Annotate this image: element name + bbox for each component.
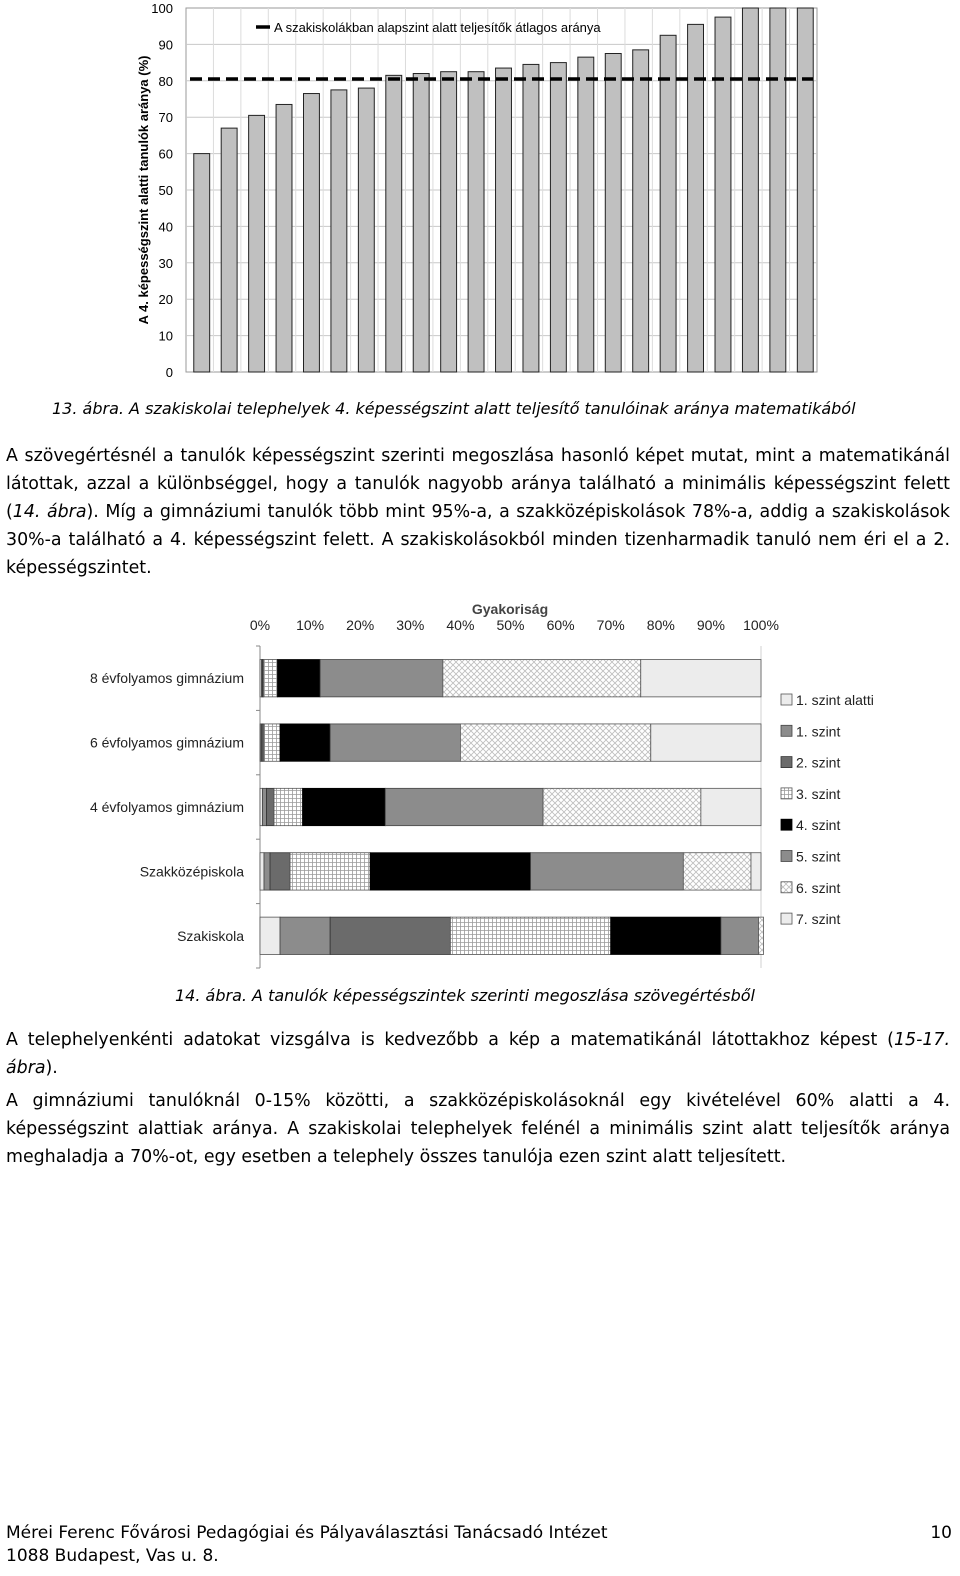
chart2-bar-segment (751, 853, 761, 890)
paragraph-3: A gimnáziumi tanulóknál 0-15% közötti, a szakközépiskolásoknál egy kivételével 60% alatti a 4. képességszint alattiak aránya. A szakiskolai telephelyek felénél a minimális szint alatt teljesítők aránya meghaladja a 70%-ot, egy esetben a telephely összes tanulója ezen szint alatt teljesített. (6, 1091, 950, 1167)
chart1-bar (221, 128, 237, 372)
chart2-legend-label: 1. szint (796, 723, 841, 740)
chart1-y-axis-label: A 4. képességszint alatti tanulók aránya (%) (136, 55, 151, 325)
chart1-y-ticks (151, 1, 173, 380)
chart2-x-tick-label: 80% (646, 617, 675, 633)
chart2-bar-segment (303, 788, 386, 825)
chart1-bar (358, 88, 374, 372)
chart2-legend-label: 4. szint (796, 817, 841, 834)
chart2-x-tick-label: 40% (446, 617, 475, 633)
chart1-y-tick-label: 20 (158, 292, 173, 308)
chart2-category-labels (90, 670, 244, 944)
chart2-bar-segment (290, 853, 370, 890)
chart2-category-label: Szakiskola (177, 927, 244, 944)
chart2-bar-segment (443, 660, 641, 697)
chart2-bar-segment (278, 660, 321, 697)
paragraph-2-rest: ). (45, 1058, 58, 1078)
chart2-x-tick-label: 90% (696, 617, 725, 633)
chart2-x-tick-label: 20% (346, 617, 375, 633)
chart1-y-tick-label: 10 (158, 328, 173, 344)
paragraph-1-rest: ). Míg a gimnáziumi tanulók több mint 95%-a, a szakközépiskolások 78%-a, addig a szakiskolások 30%-a található a 4. képességszint felett. A szakiskolásokból minden tizenharmadik tanuló nem éri el a 2. képességszintet. (6, 502, 950, 578)
paragraph-1-figure-ref: 14. ábra (12, 502, 87, 522)
chart2-bar-segment (264, 660, 278, 697)
chart2-bar-segment (651, 724, 761, 761)
chart2-legend-swatch (781, 788, 792, 799)
chart2-bar-segment (267, 788, 275, 825)
chart1-y-tick-label: 90 (158, 37, 173, 53)
chart1-bar (797, 8, 813, 372)
chart1-y-tick-label: 30 (158, 255, 173, 271)
chart2-legend-label: 2. szint (796, 754, 841, 771)
chart1-bar (304, 94, 320, 372)
chart2-x-tick-label: 60% (546, 617, 575, 633)
chart1-bar (496, 68, 512, 372)
chart2-x-tick-label: 70% (596, 617, 625, 633)
chart1-legend-label: A szakiskolákban alapszint alatt teljesítők átlagos aránya (274, 20, 601, 35)
chart1-bar (688, 24, 704, 372)
chart2-legend-swatch (781, 851, 792, 862)
chart2-category-label: Szakközépiskola (139, 863, 244, 880)
chart1-y-tick-label: 50 (158, 183, 173, 198)
chart1-bar (386, 75, 402, 372)
chart1-bar (550, 63, 566, 372)
footer-address: 1088 Budapest, Vas u. 8. (6, 1546, 219, 1566)
chart2-bar-segment (260, 853, 264, 890)
chart2-category-label: 4 évfolyamos gimnázium (89, 799, 244, 815)
chart2-bar-segment (543, 788, 701, 825)
chart2-legend-swatch (781, 757, 792, 768)
chart1-bar (276, 104, 292, 372)
chart2-bar-segment (260, 917, 280, 954)
chart1-bar (660, 35, 676, 372)
chart2-bar-segment (531, 853, 684, 890)
chart2-bar-segment (758, 917, 763, 954)
chart2-bar-segment (460, 724, 650, 761)
chart1-legend (256, 20, 601, 35)
chart2-bar-segment (264, 853, 270, 890)
chart1-y-tick-label: 80 (158, 73, 173, 89)
chart2-legend-label: 1. szint alatti (796, 692, 874, 708)
chart2-category-label: 6 évfolyamos gimnázium (89, 734, 244, 751)
chart2-x-tick-label: 50% (496, 617, 525, 633)
chart2-legend-label: 7. szint (796, 911, 841, 928)
paragraph-2 (6, 1026, 950, 1082)
chart2-bar-segment (280, 917, 330, 954)
chart2-legend-swatch (781, 882, 792, 893)
paragraph-1-text: A szövegértésnél a tanulók képességszint szerinti megoszlása hasonló képet mutat, mint a matematikánál látottak, azzal a különbséggel, hogy a tanulók nagyobb aránya található a minimális képességszint felett ( (6, 446, 950, 522)
footer-page-number: 10 (930, 1523, 952, 1543)
chart2-bar-segment (701, 788, 761, 825)
chart2-bar-segment (264, 724, 280, 761)
chart2-bar-segment (270, 853, 290, 890)
chart1-bar (468, 72, 484, 372)
chart1-y-tick-label: 100 (151, 1, 173, 16)
chart2-bar-segment (330, 724, 460, 761)
chart1-bar (194, 154, 210, 372)
chart2-category-label: 8 évfolyamos gimnázium (89, 670, 244, 687)
chart2-bar-segment (641, 660, 761, 697)
chart2-bar-segment (330, 917, 450, 954)
chart2-title: Gyakoriság (471, 601, 549, 617)
chart1-bar (605, 54, 621, 373)
chart2-legend-label: 6. szint (796, 879, 841, 896)
chart2-legend-swatch (781, 913, 792, 924)
chart-school-sites (0, 0, 960, 395)
chart2-bar-segment (274, 788, 303, 825)
chart2-bar-segment (320, 660, 443, 697)
chart2-legend-swatch (781, 694, 792, 705)
chart1-bar (633, 50, 649, 372)
chart1-bar (331, 90, 347, 372)
chart2-legend-swatch (781, 819, 792, 830)
chart1-bar (413, 74, 429, 372)
chart2-legend-swatch (781, 725, 792, 736)
chart2-legend-label: 3. szint (796, 785, 841, 802)
figure13-caption: 13. ábra. A szakiskolai telephelyek 4. képességszint alatt teljesítő tanulóinak aránya matematikából (52, 399, 856, 418)
chart2-bar-segment (263, 788, 267, 825)
chart2-bar-segment (370, 853, 530, 890)
chart1-bar (441, 72, 457, 372)
chart2-bar-segment (450, 917, 610, 954)
chart1-bar (715, 17, 731, 372)
chart1-bar (523, 64, 539, 372)
chart2-bar-segment (385, 788, 543, 825)
chart2-x-tick-label: 30% (396, 617, 425, 633)
chart1-y-tick-label: 0 (165, 365, 173, 380)
chart2-bar-segment (721, 917, 759, 954)
chart2-legend (781, 692, 874, 927)
chart2-x-tick-label: 100% (743, 617, 779, 633)
chart1-y-tick-label: 70 (158, 110, 173, 126)
figure14-caption: 14. ábra. A tanulók képességszintek szerinti megoszlása szövegértésből (175, 986, 755, 1005)
chart2-x-tick-label: 10% (296, 617, 325, 633)
chart2-bar-segment (611, 917, 721, 954)
chart1-bar (742, 8, 758, 372)
footer-institution: Mérei Ferenc Fővárosi Pedagógiai és Pályaválasztási Tanácsadó Intézet (6, 1523, 608, 1543)
chart2-bars (260, 660, 764, 955)
chart2-legend-label: 5. szint (796, 848, 841, 865)
chart1-bar (770, 8, 786, 372)
chart2-bar-segment (280, 724, 330, 761)
chart2-x-ticks (250, 617, 779, 633)
chart2-bar-segment (683, 853, 751, 890)
paragraph-2-text: A telephelyenkénti adatokat vizsgálva is kedvezőbb a kép a matematikánál látottakhoz képest ( (6, 1030, 894, 1050)
chart1-bar (249, 115, 265, 372)
chart2-x-tick-label: 0% (249, 617, 271, 633)
paragraph-1 (6, 442, 950, 582)
paragraph-2-figure-ref: 15-17. ábra (6, 1030, 950, 1078)
chart1-bar (578, 57, 594, 372)
chart1-y-tick-label: 60 (158, 146, 173, 162)
chart1-y-tick-label: 40 (158, 219, 173, 235)
chart-reading-levels (0, 590, 960, 980)
